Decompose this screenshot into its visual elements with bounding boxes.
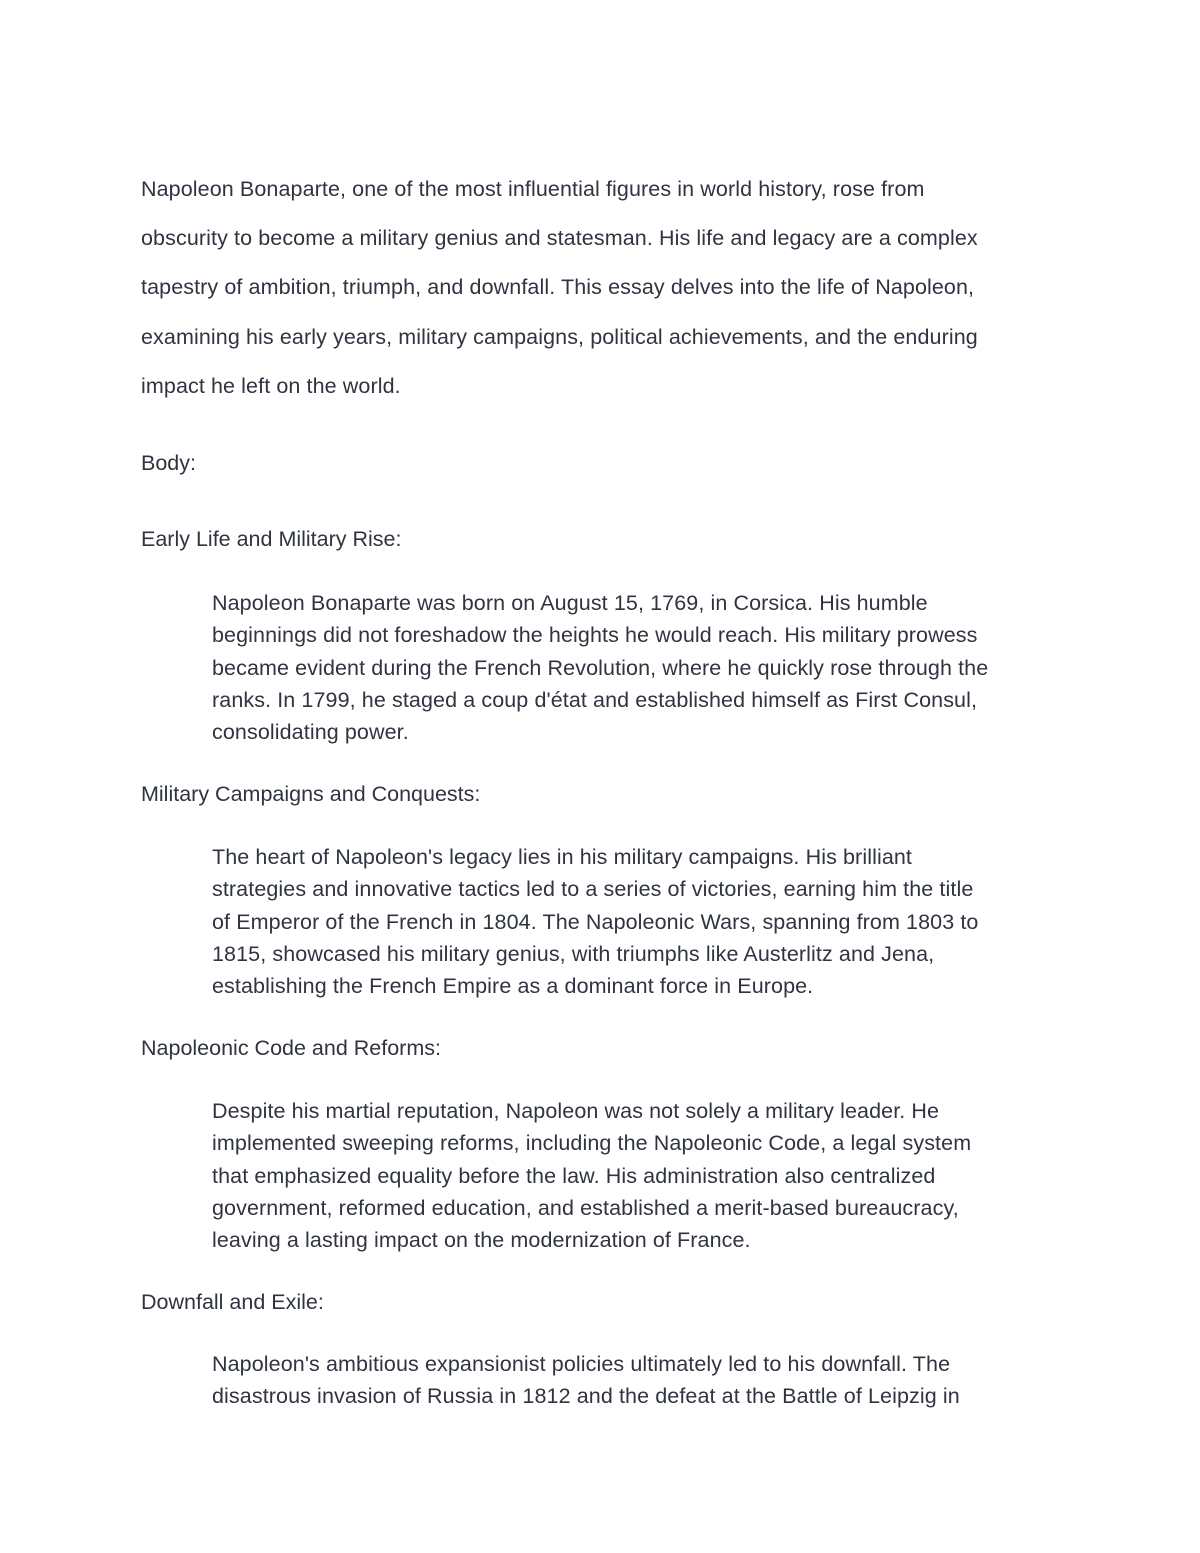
paragraph-line: The heart of Napoleon's legacy lies in his military campaigns. His brilliant	[212, 845, 913, 869]
section-heading-early-life: Early Life and Military Rise:	[141, 527, 402, 551]
paragraph-line: Despite his martial reputation, Napoleon was not solely a military leader. He	[212, 1099, 940, 1123]
intro-paragraph	[141, 165, 1071, 411]
paragraph-line: Napoleon's ambitious expansionist policies ultimately led to his downfall. The	[212, 1352, 951, 1376]
paragraph-line: became evident during the French Revolution, where he quickly rose through the	[212, 655, 989, 680]
paragraph-line: ranks. In 1799, he staged a coup d'état and established himself as First Consul,	[212, 687, 978, 712]
section-paragraph-napoleonic-code	[212, 1095, 1092, 1256]
intro-line: tapestry of ambition, triumph, and downfall. This essay delves into the life of Napoleon,	[141, 275, 975, 300]
paragraph-line: leaving a lasting impact on the modernization of France.	[212, 1228, 751, 1253]
paragraph-line: 1815, showcased his military genius, with triumphs like Austerlitz and Jena,	[212, 941, 935, 966]
section-paragraph-military-campaigns	[212, 841, 1092, 1002]
section-heading-napoleonic-code: Napoleonic Code and Reforms:	[141, 1036, 441, 1060]
paragraph-line: government, reformed education, and established a merit-based bureaucracy,	[212, 1195, 959, 1220]
intro-line: examining his early years, military campaigns, political achievements, and the enduring	[141, 324, 978, 349]
section-paragraph-early-life	[212, 587, 1092, 748]
paragraph-line: that emphasized equality before the law. His administration also centralized	[212, 1163, 936, 1188]
paragraph-line: beginnings did not foreshadow the heights he would reach. His military prowess	[212, 623, 978, 648]
paragraph-line: establishing the French Empire as a dominant force in Europe.	[212, 974, 814, 999]
intro-line: obscurity to become a military genius and statesman. His life and legacy are a complex	[141, 226, 978, 251]
section-heading-downfall: Downfall and Exile:	[141, 1290, 324, 1314]
intro-line: Napoleon Bonaparte, one of the most influential figures in world history, rose from	[141, 177, 925, 201]
section-heading-military-campaigns: Military Campaigns and Conquests:	[141, 782, 481, 806]
paragraph-line: implemented sweeping reforms, including the Napoleonic Code, a legal system	[212, 1131, 972, 1156]
paragraph-line: strategies and innovative tactics led to a series of victories, earning him the title	[212, 877, 974, 902]
paragraph-line: disastrous invasion of Russia in 1812 and the defeat at the Battle of Leipzig in	[212, 1384, 960, 1409]
paragraph-line: of Emperor of the French in 1804. The Napoleonic Wars, spanning from 1803 to	[212, 909, 979, 934]
paragraph-line: consolidating power.	[212, 720, 409, 745]
section-paragraph-downfall	[212, 1348, 1092, 1413]
intro-line: impact he left on the world.	[141, 373, 401, 398]
paragraph-line: Napoleon Bonaparte was born on August 15, 1769, in Corsica. His humble	[212, 591, 928, 615]
body-label: Body:	[141, 451, 196, 475]
